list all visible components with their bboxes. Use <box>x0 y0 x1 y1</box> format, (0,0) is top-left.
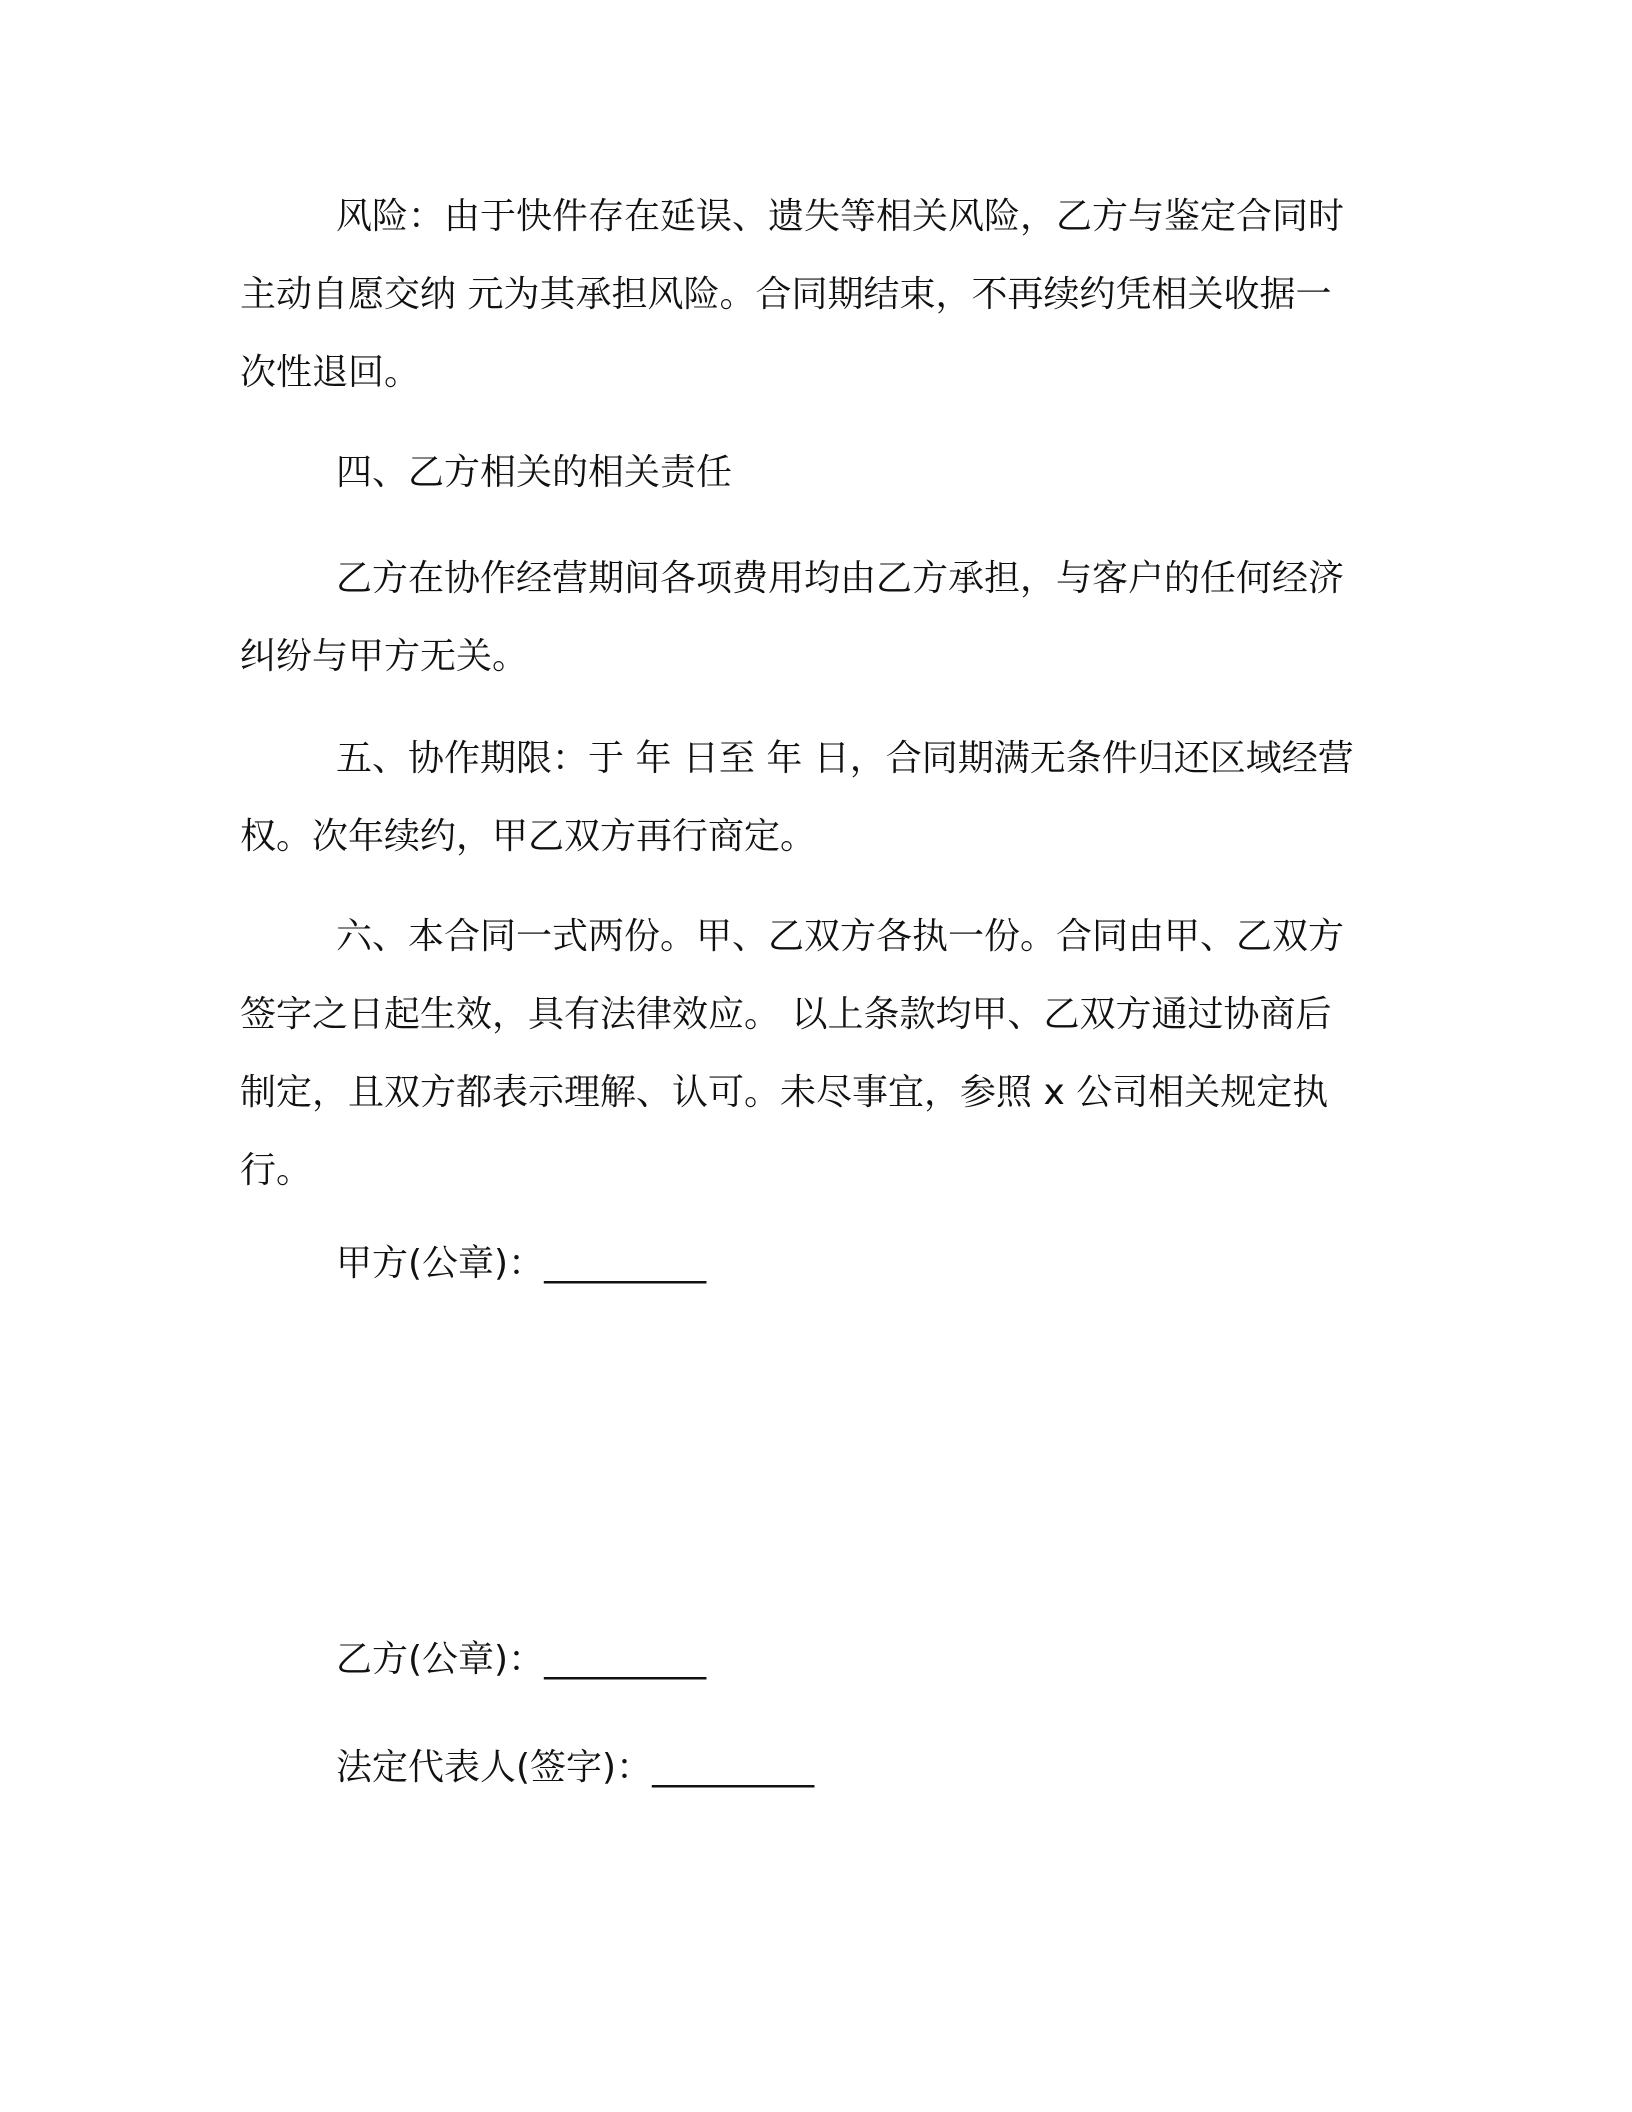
party-b-signature <box>336 1630 706 1690</box>
party-b-blank: _________ <box>544 1639 707 1680</box>
legal-rep-signature <box>336 1738 814 1798</box>
risk-line-1: 风险：由于快件存在延误、遗失等相关风险，乙方与鉴定合同时 <box>336 196 1345 237</box>
section-four-line-1: 乙方在协作经营期间各项费用均由乙方承担，与客户的任何经济 <box>336 558 1345 599</box>
section-five-line-2: 权。次年续约，甲乙双方再行商定。 <box>240 816 817 857</box>
party-a-signature <box>336 1234 706 1294</box>
risk-line-2: 主动自愿交纳 元为其承担风险。合同期结束，不再续约凭相关收据一 <box>240 274 1332 315</box>
risk-line-3: 次性退回。 <box>240 352 421 393</box>
section-five <box>240 720 1380 876</box>
legal-rep-label: 法定代表人(签字)： <box>336 1747 653 1788</box>
party-a-blank: _________ <box>544 1243 707 1284</box>
party-b-label: 乙方(公章)： <box>336 1639 545 1680</box>
section-six-line-1: 六、本合同一式两份。甲、乙双方各执一份。合同由甲、乙双方 <box>336 916 1345 957</box>
section-five-line-1: 五、协作期限：于 年 日至 年 日，合同期满无条件归还区域经营 <box>336 738 1354 779</box>
risk-paragraph <box>240 178 1380 412</box>
section-four-heading: 四、乙方相关的相关责任 <box>336 452 733 493</box>
party-a-label: 甲方(公章)： <box>336 1243 545 1284</box>
section-six-line-4: 行。 <box>240 1150 313 1191</box>
section-four-line-2: 纠纷与甲方无关。 <box>240 636 529 677</box>
section-six-line-2: 签字之日起生效，具有法律效应。 以上条款均甲、乙双方通过协商后 <box>240 994 1332 1035</box>
section-four-heading-block <box>240 434 1380 512</box>
section-four-body <box>240 540 1380 696</box>
legal-rep-blank: _________ <box>652 1747 815 1788</box>
section-six-line-3: 制定，且双方都表示理解、认可。未尽事宜，参照 x 公司相关规定执 <box>240 1072 1329 1113</box>
section-six <box>240 898 1380 1210</box>
